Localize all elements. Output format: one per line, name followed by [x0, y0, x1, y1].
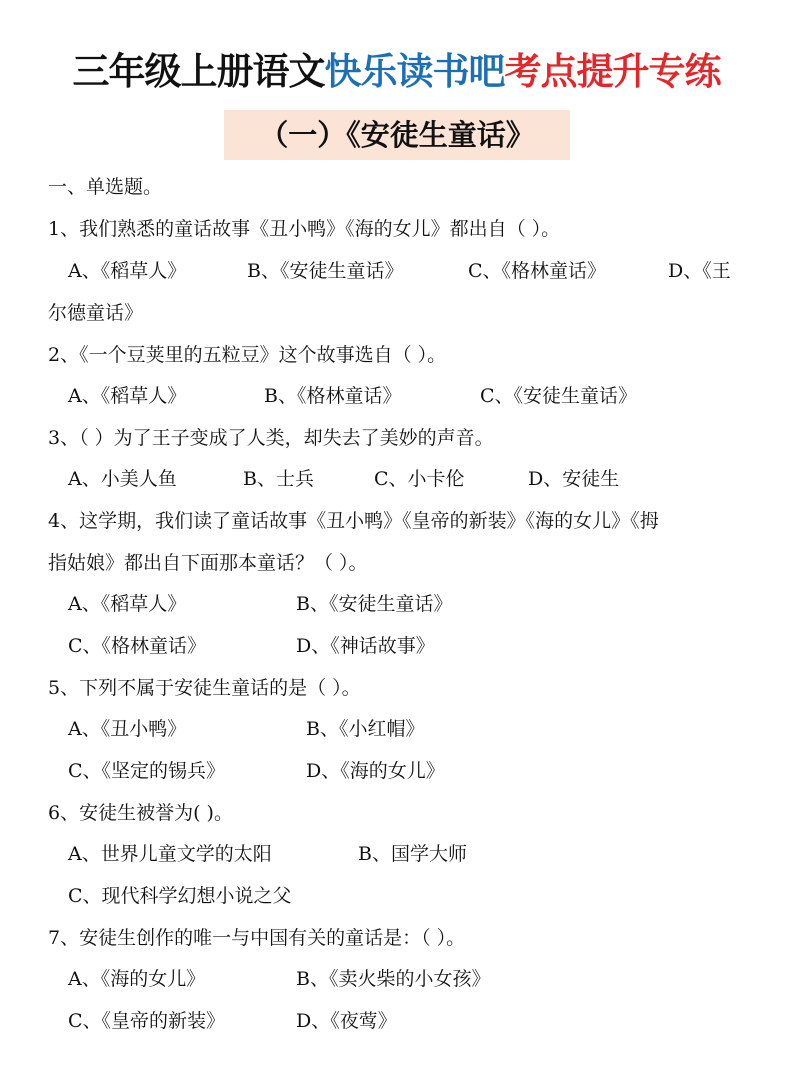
q4-option-b: B、《安徒生童话》 [296, 593, 453, 615]
q5-option-d: D、《海的女儿》 [306, 760, 445, 782]
q7-option-d: D、《夜莺》 [296, 1010, 397, 1032]
q3-option-b: B、士兵 [243, 468, 314, 490]
q7-option-b: B、《卖火柴的小女孩》 [296, 968, 491, 990]
q2-option-c: C、《安徒生童话》 [480, 385, 638, 407]
question-7: 7、安徒生创作的唯一与中国有关的童话是：（ ）。 [48, 927, 466, 949]
section-heading: 一、单选题。 [48, 176, 163, 198]
question-5: 5、下列不属于安徒生童话的是（ ）。 [48, 677, 361, 699]
question-6: 6、安徒生被誉为( )。 [48, 802, 233, 824]
q1-option-b: B、《安徒生童话》 [247, 260, 404, 282]
q5-option-b: B、《小红帽》 [306, 718, 425, 740]
q3-option-d: D、安徒生 [528, 468, 620, 490]
q7-option-c: C、《皇帝的新装》 [68, 1010, 226, 1032]
question-1: 1、我们熟悉的童话故事《丑小鸭》《海的女儿》都出自（ ）。 [48, 218, 561, 240]
question-4-continued: 指姑娘》都出自下面那本童话？（ ）。 [48, 552, 368, 574]
q7-option-a: A、《海的女儿》 [68, 968, 206, 990]
question-3: 3、（ ）为了王子变成了人类，却失去了美妙的声音。 [48, 427, 494, 449]
question-4: 4、这学期，我们读了童话故事《丑小鸭》《皇帝的新装》《海的女儿》《拇 [48, 510, 659, 532]
q5-option-a: A、《丑小鸭》 [68, 718, 187, 740]
page-title [0, 46, 793, 98]
title-part-grade: 三年级上册语文 [72, 50, 325, 93]
q1-option-d-continued: 尔德童话》 [48, 302, 144, 324]
q1-option-a: A、《稻草人》 [68, 260, 187, 282]
subtitle: （一）《安徒生童话》 [259, 118, 535, 152]
q4-option-c: C、《格林童话》 [68, 635, 207, 657]
q3-option-a: A、小美人鱼 [68, 468, 177, 490]
title-part-reading: 快乐读书吧 [324, 50, 505, 93]
q6-option-a: A、世界儿童文学的太阳 [68, 843, 272, 865]
q2-option-b: B、《格林童话》 [264, 385, 402, 407]
q5-option-c: C、《坚定的锡兵》 [68, 760, 226, 782]
q2-option-a: A、《稻草人》 [68, 385, 187, 407]
question-2: 2、《一个豆荚里的五粒豆》这个故事选自（ ）。 [48, 344, 447, 366]
q1-option-c: C、《格林童话》 [468, 260, 607, 282]
title-part-practice: 考点提升专练 [504, 50, 721, 93]
q6-option-c: C、现代科学幻想小说之父 [68, 885, 292, 907]
q4-option-a: A、《稻草人》 [68, 593, 187, 615]
q4-option-d: D、《神话故事》 [296, 635, 435, 657]
q1-option-d: D、《王 [668, 260, 731, 282]
q6-option-b: B、国学大师 [358, 843, 467, 865]
q3-option-c: C、小卡伦 [374, 468, 465, 490]
